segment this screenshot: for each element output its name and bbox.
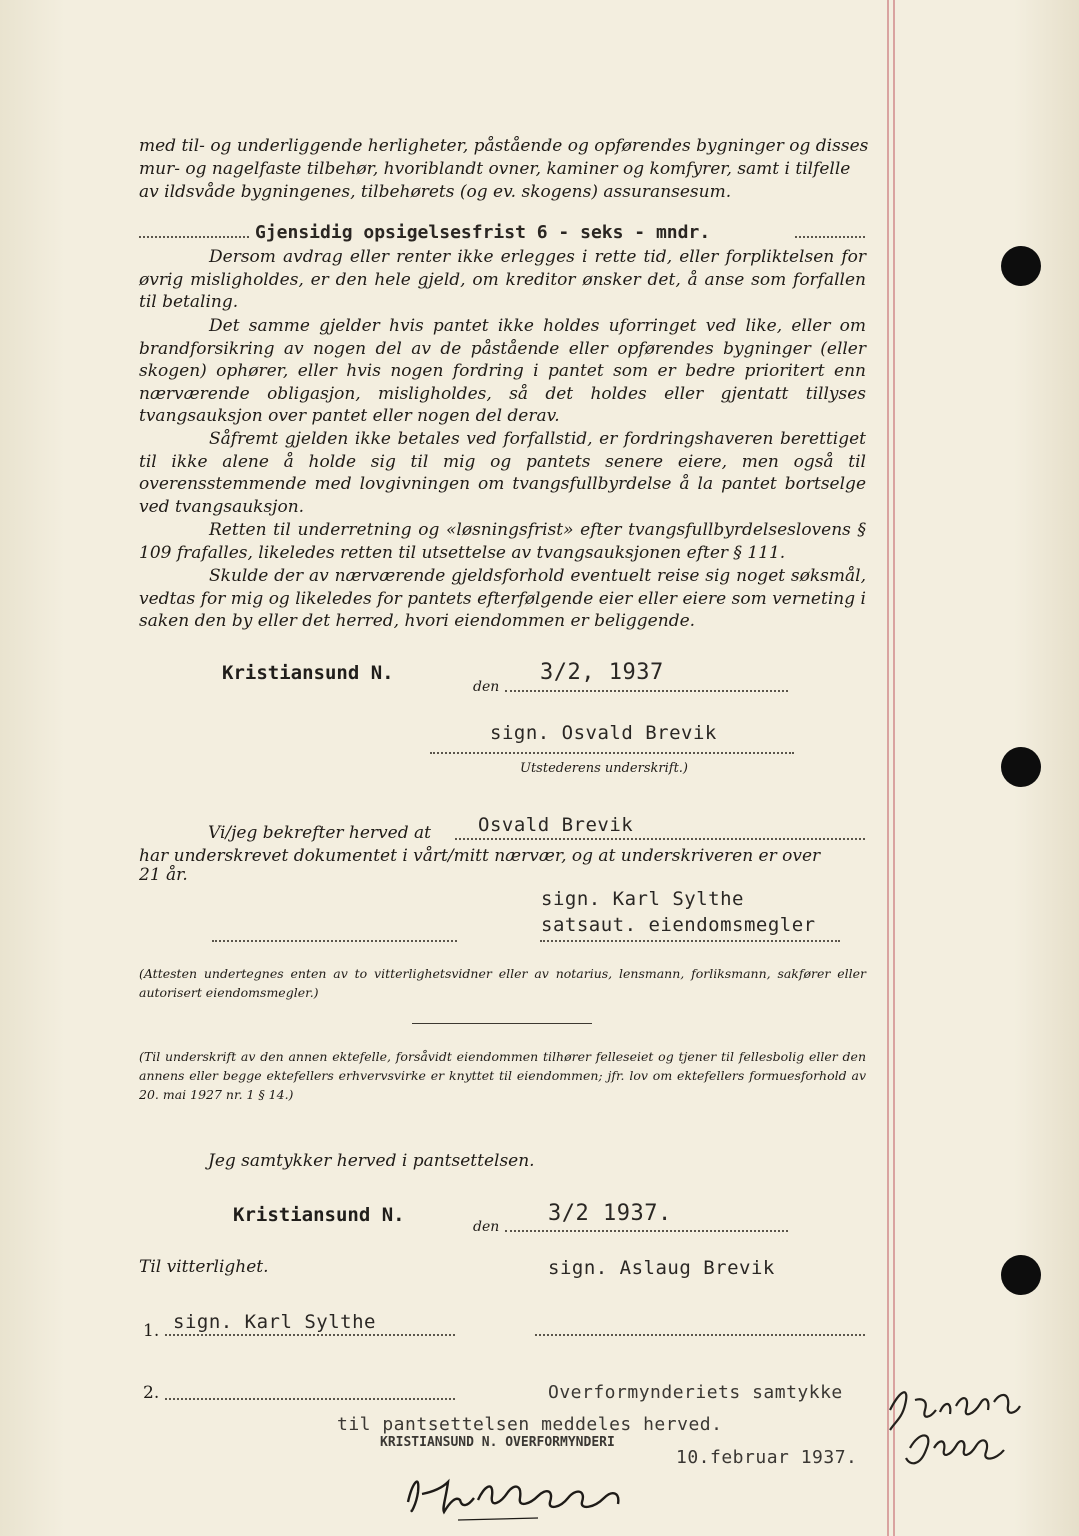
place-1: Kristiansund N. (222, 662, 394, 684)
guardian-consent-line-1: Overformynderiets samtykke (548, 1382, 843, 1403)
confirm-line-2: har underskrevet dokumentet i vårt/mitt nærvær, og at underskriveren er over (139, 846, 821, 866)
spouse-signature: sign. Aslaug Brevik (548, 1257, 775, 1279)
witness-label: Til vitterlighet. (139, 1257, 269, 1277)
heading-dots-left (139, 236, 249, 238)
witness-number-1: 1. (143, 1321, 160, 1341)
den-label-2: den (473, 1219, 500, 1235)
witness-1-line (165, 1334, 455, 1336)
handwritten-signature (398, 1462, 648, 1532)
issuer-caption: Utstederens underskrift.) (520, 761, 689, 776)
witness-number-2: 2. (143, 1383, 160, 1403)
spouse-note: (Til underskrift av den annen ektefelle, forsåvidt eiendommen tilhører felleseiet og tjener til fellesbolig eller den annens eller begge ektefellers erhvervsvirke er knyttet til eiendommen; jfr. lov om ektefellers formuesforhold av 20. mai 1927 nr. 1 § 14.) (139, 1049, 866, 1102)
intro-line-2: mur- og nagelfaste tilbehør, hvoriblandt ovner, kaminer og komfyrer, samt i tilfelle (139, 159, 851, 179)
witness-2-line (165, 1398, 455, 1400)
date-1-line (505, 690, 788, 692)
punch-hole-bottom (1001, 1255, 1041, 1295)
paragraph-default: Dersom avdrag eller renter ikke erlegges i rette tid, eller forpliktelsen for øvrig misligholdes, er den hele gjeld, om kreditor ønsker det, å anse som forfallen til betaling. (139, 247, 866, 312)
margin-line-left (887, 0, 889, 1536)
witness-signature-1: sign. Karl Sylthe (541, 888, 744, 910)
issuer-signature: sign. Osvald Brevik (490, 722, 717, 744)
date-2: 3/2 1937. (548, 1201, 672, 1226)
separator-rule (412, 1023, 592, 1024)
den-label-1: den (473, 679, 500, 695)
issuer-signature-line (430, 752, 794, 754)
place-2: Kristiansund N. (233, 1204, 405, 1226)
paragraph-enforcement: Såfremt gjelden ikke betales ved forfallstid, er fordringshaveren berettiget til ikke alene å holde sig til mig og pantets senere eiere, men også til overensstemmende med lovgivningen om tvangsfullbyrdelse å la pantet bortselge ved tvangsauksjon. (139, 429, 866, 517)
paragraph-venue: Skulde der av nærværende gjeldsforhold eventuelt reise sig noget søksmål, vedtas for mig og likeledes for pantets efterfølgende eier eller eiere som verneting i saken den by eller det herred, hvori eiendommen er beliggende. (139, 566, 866, 631)
witness-signature-title: satsaut. eiendomsmegler (541, 914, 816, 936)
margin-line-right (893, 0, 895, 1536)
witness-dots-left (212, 940, 457, 942)
confirm-name: Osvald Brevik (478, 814, 634, 836)
guardian-stamp: KRISTIANSUND N. OVERFORMYNDERI (380, 1435, 615, 1450)
paragraph-insurance: Det samme gjelder hvis pantet ikke holdes uforringet ved like, eller om brandforsikring av nogen del av de påstående eller opførendes bygninger (eller skogen) ophører, eller hvis nogen fordring i pantet som er bedre prioritert enn nærværende obligasjon, misligholdes, så det holdes eller gjentatt tillyses tvangsauksjon over pantet eller nogen del derav. (139, 316, 866, 426)
confirm-name-line (455, 838, 865, 840)
handwritten-note (870, 1370, 1030, 1480)
intro-line-1: med til- og underliggende herligheter, påstående og opførendes bygninger og disses (139, 136, 869, 156)
guardian-consent-line-2: til pantsettelsen meddeles herved. (337, 1414, 723, 1435)
notice-period-heading: Gjensidig opsigelsesfrist 6 - seks - mndr. (255, 222, 711, 243)
heading-dots-right (795, 236, 865, 238)
confirm-line-3: 21 år. (139, 865, 188, 885)
witness-1-line-right (535, 1334, 865, 1336)
intro-line-3: av ildsvåde bygningenes, tilbehørets (og ev. skogens) assuransesum. (139, 182, 732, 202)
witness-1-name: sign. Karl Sylthe (173, 1311, 376, 1333)
confirm-label: Vi/jeg bekrefter herved at (208, 823, 431, 843)
date-2-line (505, 1230, 788, 1232)
punch-hole-top (1001, 246, 1041, 286)
date-1: 3/2, 1937 (540, 660, 664, 685)
punch-hole-middle (1001, 747, 1041, 787)
attest-note: (Attesten undertegnes enten av to vitterlighetsvidner eller av notarius, lensmann, forliksmann, sakfører eller autorisert eiendomsmegler.) (139, 966, 866, 1000)
consent-text: Jeg samtykker herved i pantsettelsen. (208, 1151, 535, 1171)
guardian-date: 10.februar 1937. (676, 1447, 858, 1468)
witness-dots-right (540, 940, 840, 942)
paragraph-notice-waiver: Retten til underretning og «løsningsfrist» efter tvangsfullbyrdelseslovens § 109 frafalles, likeledes retten til utsettelse av tvangsauksjonen efter § 111. (139, 520, 866, 563)
